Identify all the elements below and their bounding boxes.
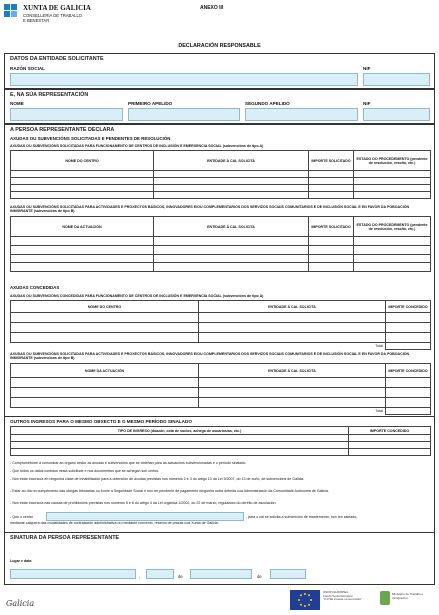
table-row[interactable] xyxy=(11,378,431,388)
ministry-logo-icon xyxy=(380,591,390,605)
dept-line-1: CONSELLERÍA DE TRABALLO xyxy=(23,13,83,18)
divider xyxy=(4,532,435,533)
razon-social-label: RAZÓN SOCIAL xyxy=(10,66,45,71)
table-row[interactable] xyxy=(11,245,431,254)
representative-nif-field[interactable] xyxy=(363,108,430,121)
applicant-section-title: DATOS DA ENTIDADE SOLICITANTE xyxy=(10,56,104,62)
centre-statement-line2: mediante calquera das modalidades de contratación administrativa ou mediante convenio, reserva de prazas coa Xunta de Galicia. xyxy=(10,521,219,525)
centre-statement-suffix: , para o cal se solicita a subvención de mantemento, non ten asinado, xyxy=(246,515,358,519)
place-field[interactable] xyxy=(10,569,136,579)
table-c-caption: AXUDAS OU SUBVENCIÓNS CONCEDIDAS PARA FUNCIONAMENTO DE CENTROS DE INCLUSIÓN E EMERXENCIA SOCIAL (subvencións de tipo A) xyxy=(10,294,264,298)
applicant-nif-field[interactable] xyxy=(363,73,430,86)
table-d-header: ENTIDADE Á CAL SOLICITA xyxy=(199,364,386,378)
table-c-header: IMPORTE CONCEDIDO xyxy=(386,301,431,313)
statement: - Estar ao día no cumprimento das obrigas tributarias ou fronte á Seguridade Social e non ter pendente de pagamento ningunha outra débeda coa Administración da Comunidade Autónoma de Galicia. xyxy=(10,489,329,493)
table-a-header: IMPORTE SOLICITADO xyxy=(309,151,354,171)
other-income-title: OUTROS INGRESOS PARA O MESMO OBXECTO E O MESMO PERÍODO SINALADO xyxy=(10,419,192,424)
table-b-header: NOME DA ACTUACIÓN xyxy=(11,217,154,237)
table-row[interactable] xyxy=(11,323,431,333)
eu-caption: UNIÓN EUROPEA Fondo Social Europeo "O FSE investe no teu futuro" xyxy=(323,590,363,602)
signature-section-title: SINATURA DA PERSOA REPRESENTANTE xyxy=(10,535,120,541)
year-field[interactable] xyxy=(270,569,306,579)
galicia-logo xyxy=(6,593,34,611)
table-e-header: IMPORTE CONCEDIDO xyxy=(349,427,431,435)
table-row[interactable] xyxy=(11,237,431,246)
centre-name-field[interactable] xyxy=(46,512,244,521)
statement: - Que todos os datos contidos nesta solicitude e nos documentos que se achegan son certos. xyxy=(10,469,160,473)
table-d-caption: AXUDAS OU SUBVENCIÓNS SOLICITADAS PARA ACTIVIDADES E PROXECTOS BÁSICOS, INNOVADORES E/OU COMPLEMENTARIOS DOS SERVIZOS SOCIAIS COMUNITARIOS E DE INCLUSIÓN SOCIAL E EN FAVOR DA POBOACIÓN INMIGRANTE (subvencións de tipo B) xyxy=(10,352,410,361)
table-a-header: NOME DO CENTRO xyxy=(11,151,154,171)
table-row[interactable] xyxy=(11,313,431,323)
table-a-header: ESTADO DO PROCEDEMENTO (pendente de resolución, resolto, etc.) xyxy=(354,151,431,171)
table-a xyxy=(10,150,431,199)
day-field[interactable] xyxy=(146,569,174,579)
table-row[interactable] xyxy=(11,192,431,199)
ministry-caption: Ministerio de Traballo e Inmigración xyxy=(392,592,424,600)
requested-title: AXUDAS OU SUBVENCIÓNS SOLICITADAS E PENDENTES DE RESOLUCIÓN xyxy=(10,136,171,141)
dept-line-2: E BENESTAR xyxy=(23,18,50,23)
month-field[interactable] xyxy=(190,569,252,579)
table-a-header: ENTIDADE Á CAL SOLICITA xyxy=(154,151,309,171)
table-row[interactable] xyxy=(11,185,431,192)
galicia-logo-text: Galicia xyxy=(6,599,35,608)
table-row[interactable] xyxy=(11,263,431,272)
statement: - Non estar incurso/a en ningunha clase de inhabilitación para a obtención de axudas previstas nos números 2 e 3 do artigo 10 da Lei 9/2007, do 13 de xuño, de subvencións de Galicia. xyxy=(10,477,305,481)
table-total-row xyxy=(11,408,431,415)
applicant-nif-label: NIF xyxy=(363,66,371,71)
statement: - Comprométome a comunicar ao órgano xestor as axudas e subvencións que se obteñan para as actuacións subvencionadas e o período sinalado. xyxy=(10,461,247,465)
table-d-header: NOME DA ACTUACIÓN xyxy=(11,364,199,378)
representative-nif-label: NIF xyxy=(363,101,371,106)
total-label: Total xyxy=(375,344,383,349)
table-b-header: ESTADO DO PROCEDEMENTO (pendente de resolución, resolto, etc.) xyxy=(354,217,431,237)
table-row[interactable] xyxy=(11,178,431,185)
representative-section-title: E, NA SÚA REPRESENTACIÓN xyxy=(10,92,89,98)
table-row[interactable] xyxy=(11,442,431,449)
place-date-label: Lugar e data xyxy=(10,559,32,563)
table-row[interactable] xyxy=(11,435,431,442)
table-e xyxy=(10,426,431,456)
table-d xyxy=(10,363,431,415)
table-c-header: NOME DO CENTRO xyxy=(11,301,199,313)
surname1-label: PRIMEIRO APELIDO xyxy=(128,101,173,106)
de-label-2: de xyxy=(257,574,262,579)
xunta-logo xyxy=(4,4,20,20)
table-d-header: IMPORTE CONCEDIDO xyxy=(386,364,431,378)
total-field[interactable] xyxy=(386,408,431,415)
table-row[interactable] xyxy=(11,254,431,263)
table-row[interactable] xyxy=(11,171,431,178)
surname2-label: SEGUNDO APELIDO xyxy=(245,101,290,106)
table-a-caption: AXUDAS OU SUBVENCIÓNS SOLICITADAS PARA FUNCIONAMENTO DE CENTROS DE INCLUSIÓN E EMERXENCIA SOCIAL (subvencións de tipo A) xyxy=(10,144,264,148)
razon-social-field[interactable] xyxy=(10,73,358,86)
name-field[interactable] xyxy=(10,108,123,121)
total-label: Total xyxy=(375,409,383,414)
table-c-header: ENTIDADE Á CAL SOLICITA xyxy=(199,301,386,313)
table-b xyxy=(10,216,431,272)
table-row[interactable] xyxy=(11,333,431,343)
table-c xyxy=(10,300,431,350)
table-row[interactable] xyxy=(11,398,431,408)
divider xyxy=(4,416,435,417)
table-row[interactable] xyxy=(11,388,431,398)
table-row[interactable] xyxy=(11,449,431,456)
declares-section-title: A PERSOA REPRESENTANTE DECLARA xyxy=(10,127,115,133)
table-b-header: IMPORTE SOLICITADO xyxy=(309,217,354,237)
eu-flag-icon xyxy=(290,590,320,610)
centre-statement-prefix: - Que o centro xyxy=(10,515,33,519)
document-title: DECLARACIÓN RESPONSABLE xyxy=(178,43,261,49)
statement: - Non estar incurso/a nas causas de prohibicións previstas nos números 5 e 6 do artigo 4 da Lei orgánica 1/2002, do 22 de marzo, reguladora do dereito de asociación. xyxy=(10,501,277,505)
granted-title: AXUDAS CONCEDIDAS xyxy=(10,285,60,290)
total-field[interactable] xyxy=(386,343,431,350)
table-b-caption: AXUDAS OU SUBVENCIÓNS SOLICITADAS PARA ACTIVIDADES E PROXECTOS BÁSICOS, INNOVADORES E/OU COMPLEMENTARIOS DOS SERVIZOS SOCIAIS COMUNITARIOS E DE INCLUSIÓN SOCIAL E EN FAVOR DA POBOACIÓN INMIGRANTE (subvencións de tipo B) xyxy=(10,205,410,214)
de-label-1: de xyxy=(178,574,183,579)
table-e-header: TIPO DE INGRESO (doazón, cota de socios, achega de usuarios/as, etc.) xyxy=(11,427,349,435)
surname1-field[interactable] xyxy=(128,108,240,121)
table-b-header: ENTIDADE Á CAL SOLICITA xyxy=(154,217,309,237)
org-name: XUNTA DE GALICIA xyxy=(23,4,91,12)
table-total-row xyxy=(11,343,431,350)
comma-separator: , xyxy=(139,574,141,579)
annex-label: ANEXO III xyxy=(200,5,224,11)
surname2-field[interactable] xyxy=(245,108,358,121)
name-label: NOME xyxy=(10,101,24,106)
